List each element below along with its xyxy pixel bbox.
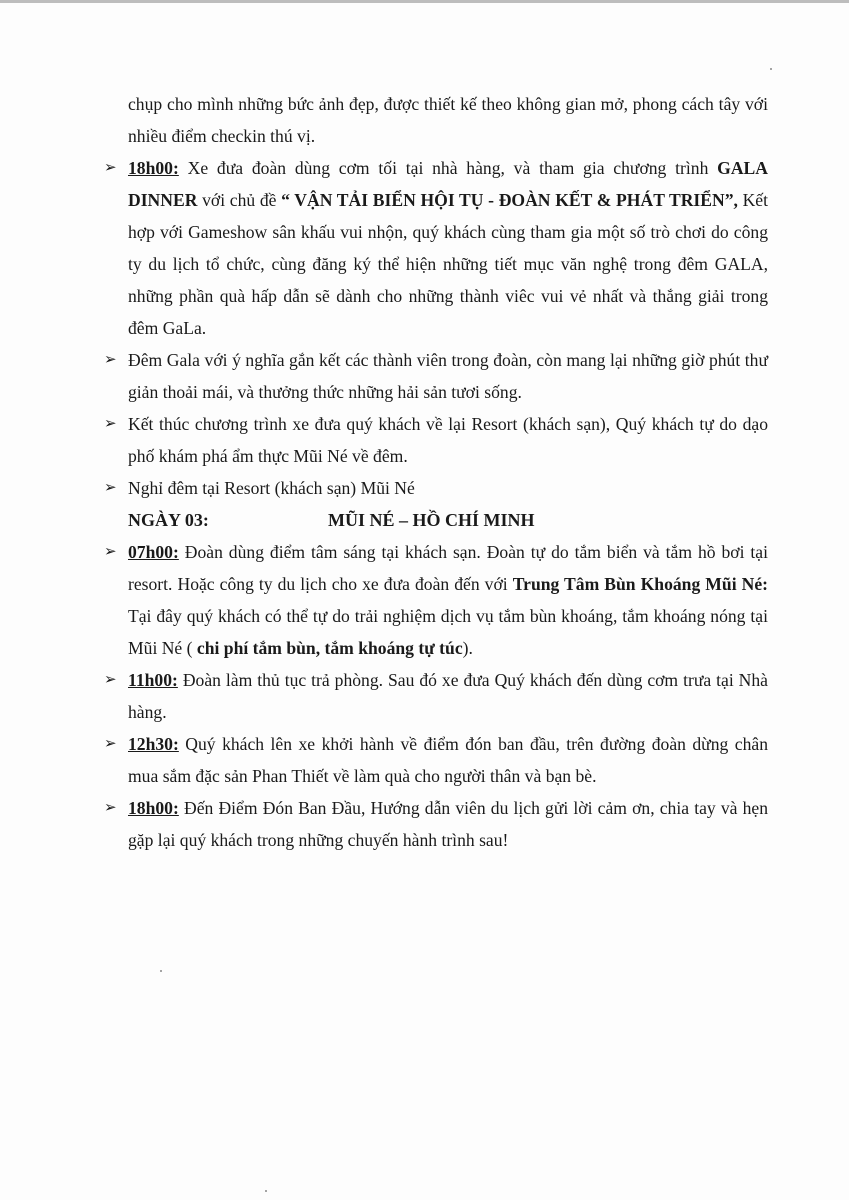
- time-label: 12h30:: [128, 734, 179, 754]
- bold-text: chi phí tắm bùn, tắm khoáng tự túc: [196, 638, 463, 658]
- day3-title: MŨI NÉ – HỒ CHÍ MINH: [328, 510, 535, 530]
- bold-text: Trung Tâm Bùn Khoáng Mũi Né:: [512, 574, 768, 594]
- body-text: Xe đưa đoàn dùng cơm tối tại nhà hàng, và tham gia chương trình: [178, 158, 718, 178]
- day3-heading: [128, 504, 768, 536]
- body-text: chụp cho mình những bức ảnh đẹp, được thiết kế theo không gian mở, phong cách tây với nhiều điểm checkin thú vị.: [128, 94, 768, 146]
- schedule-item: [104, 472, 768, 504]
- day2-evening-list: [104, 152, 768, 504]
- body-text: ).: [462, 638, 473, 658]
- scan-speck: [265, 1190, 267, 1192]
- arrow-bullet-icon: ➢: [104, 416, 117, 432]
- schedule-item: [104, 152, 768, 344]
- time-label: 18h00:: [128, 158, 179, 178]
- body-text: Quý khách lên xe khởi hành về điểm đón ban đầu, trên đường đoàn dừng chân mua sắm đặc sản Phan Thiết về làm quà cho người thân và bạn bè.: [128, 734, 768, 786]
- arrow-bullet-icon: ➢: [104, 672, 117, 688]
- schedule-item: [104, 664, 768, 728]
- bold-text: “ VẬN TẢI BIỂN HỘI TỤ - ĐOÀN KẾT & PHÁT TRIỂN”,: [281, 190, 738, 210]
- schedule-item: [104, 728, 768, 792]
- arrow-bullet-icon: ➢: [104, 480, 117, 496]
- intro-paragraph: [128, 88, 768, 152]
- body-text: Đoàn làm thủ tục trả phòng. Sau đó xe đưa Quý khách đến dùng cơm trưa tại Nhà hàng.: [128, 670, 768, 722]
- time-label: 18h00:: [128, 798, 179, 818]
- body-text: Kết hợp với Gameshow sân khấu vui nhộn, quý khách cùng tham gia một số trò chơi do công ty du lịch tổ chức, cùng đăng ký thể hiện những tiết mục văn nghệ trong đêm GALA, những phần quà hấp dẫn sẽ dành cho những thành viêc vui vẻ nhất và thắng giải trong đêm GaLa.: [128, 190, 768, 338]
- arrow-bullet-icon: ➢: [104, 352, 117, 368]
- schedule-item: [104, 344, 768, 408]
- day3-label: NGÀY 03:: [128, 510, 209, 530]
- body-text: Kết thúc chương trình xe đưa quý khách về lại Resort (khách sạn), Quý khách tự do dạo phố khám phá ẩm thực Mũi Né về đêm.: [128, 414, 768, 466]
- time-label: 11h00:: [128, 670, 178, 690]
- scan-edge: [0, 0, 849, 3]
- bold-text: GALA DINNER: [128, 158, 768, 210]
- schedule-item: [104, 792, 768, 856]
- document-body: [104, 88, 768, 856]
- arrow-bullet-icon: ➢: [104, 544, 117, 560]
- time-label: 07h00:: [128, 542, 179, 562]
- arrow-bullet-icon: ➢: [104, 736, 117, 752]
- scan-speck: [770, 68, 772, 70]
- body-text: Đêm Gala với ý nghĩa gắn kết các thành viên trong đoàn, còn mang lại những giờ phút thư giản thoải mái, và thưởng thức những hải sản tươi sống.: [128, 350, 768, 402]
- body-text: với chủ đề: [197, 190, 282, 210]
- schedule-item: [104, 408, 768, 472]
- body-text: Tại đây quý khách có thể tự do trải nghiệm dịch vụ tắm bùn khoáng, tắm khoáng nóng tại Mũi Né (: [128, 606, 768, 658]
- body-text: Nghỉ đêm tại Resort (khách sạn) Mũi Né: [128, 478, 415, 498]
- schedule-item: [104, 536, 768, 664]
- arrow-bullet-icon: ➢: [104, 800, 117, 816]
- body-text: Đoàn dùng điểm tâm sáng tại khách sạn. Đoàn tự do tắm biển và tắm hồ bơi tại resort. Hoặc công ty du lịch cho xe đưa đoàn đến với: [128, 542, 768, 594]
- paragraph: [128, 88, 768, 152]
- day3-schedule-list: [104, 536, 768, 856]
- arrow-bullet-icon: ➢: [104, 160, 117, 176]
- scan-speck: [160, 970, 162, 972]
- body-text: Đến Điểm Đón Ban Đầu, Hướng dẫn viên du lịch gửi lời cảm ơn, chia tay và hẹn gặp lại quý khách trong những chuyến hành trình sau!: [128, 798, 768, 850]
